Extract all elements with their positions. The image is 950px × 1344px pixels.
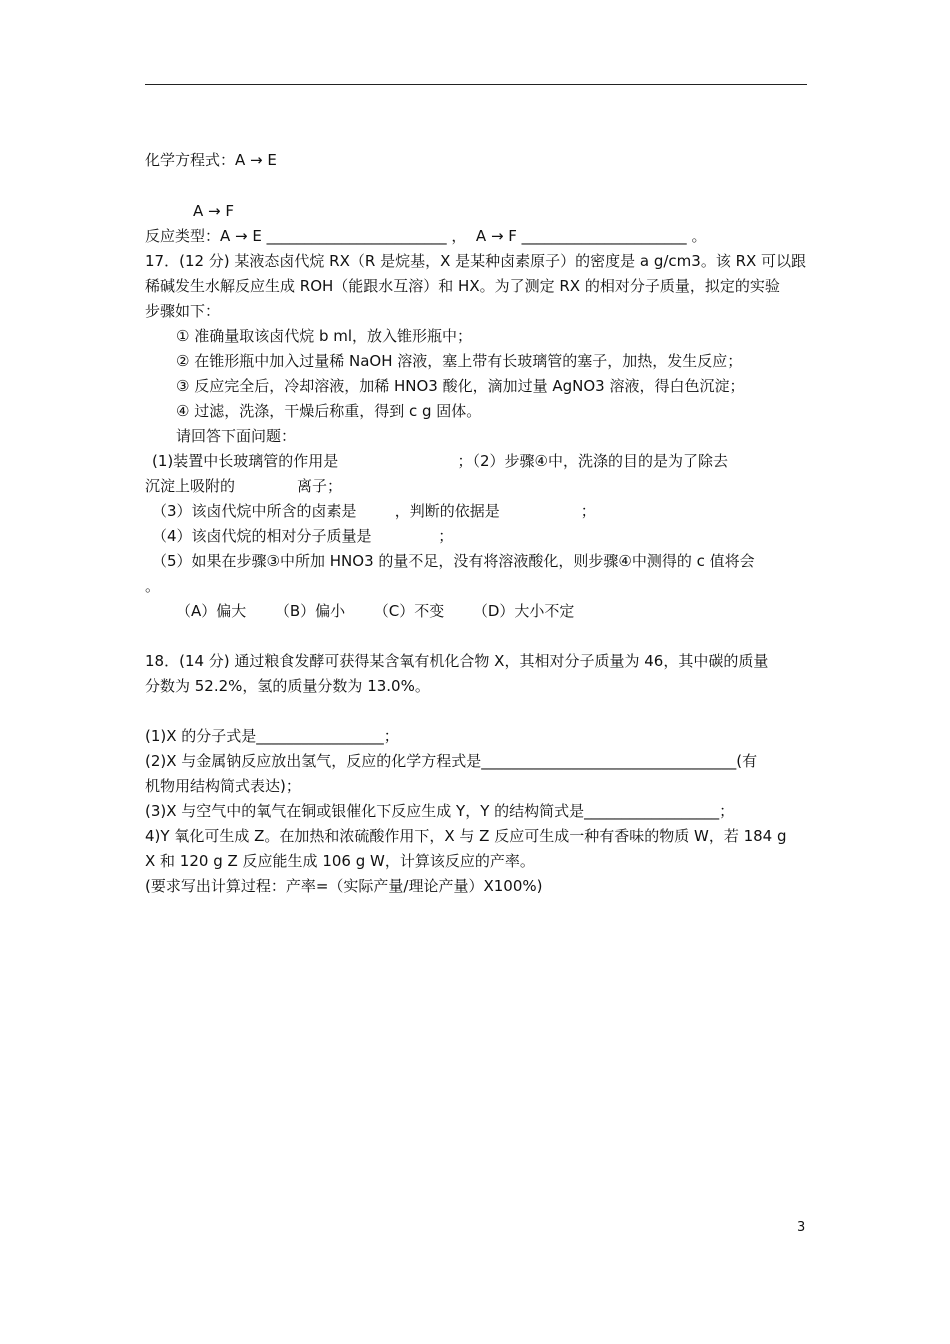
q17-step-4: ④ 过滤，洗涤，干燥后称重，得到 c g 固体。 — [176, 402, 482, 420]
q18-sub-3: (3)X 与空气中的氧气在铜或银催化下反应生成 Y，Y 的结构简式是__________________； — [145, 802, 735, 820]
q17-options: （A）偏大 （B）偏小 （C）不变 （D）大小不定 — [176, 602, 575, 620]
q18-sub-4-cont: X 和 120 g Z 反应能生成 106 g W，计算该反应的产率。 — [145, 852, 535, 870]
q17-line-2: 稀碱发生水解反应生成 ROH（能跟水互溶）和 HX。为了测定 RX 的相对分子质量，拟定的实验 — [145, 277, 780, 295]
reaction-type-line: 反应类型：A → E ________________________ ， A → F ______________________ 。 — [145, 227, 707, 245]
q17-sub-5: （5）如果在步骤③中所加 HNO3 的量不足，没有将溶液酸化，则步骤④中测得的 c 值将会 — [152, 552, 755, 570]
q17-sub-4: （4）该卤代烷的相对分子质量是 ； — [152, 527, 454, 545]
q18-sub-1: (1)X 的分子式是_________________； — [145, 727, 399, 745]
page-number: 3 — [797, 1220, 806, 1235]
q18-calc-note: (要求写出计算过程：产率=（实际产量/理论产量）X100%) — [145, 877, 543, 895]
q17-sub-2-cont: 沉淀上吸附的 离子； — [145, 477, 342, 495]
q18-sub-4: 4)Y 氧化可生成 Z。在加热和浓硫酸作用下，X 与 Z 反应可生成一种有香味的物质 W，若 184 g — [145, 827, 787, 845]
q17-prompt: 请回答下面问题： — [176, 427, 297, 445]
equation-label: 化学方程式：A → E — [145, 151, 277, 169]
q18-line-1: 18．(14 分) 通过粮食发酵可获得某含氧有机化合物 X，其相对分子质量为 46，其中碳的质量 — [145, 652, 769, 670]
header-rule — [145, 84, 807, 85]
q17-line-3: 步骤如下： — [145, 302, 221, 320]
q18-line-2: 分数为 52.2%，氢的质量分数为 13.0%。 — [145, 677, 430, 695]
q17-sub-5-end: 。 — [145, 577, 161, 595]
q17-step-2: ② 在锥形瓶中加入过量稀 NaOH 溶液，塞上带有长玻璃管的塞子，加热，发生反应； — [176, 352, 743, 370]
q18-sub-2-cont: 机物用结构简式表达)； — [145, 777, 301, 795]
q17-sub-1-2: (1)装置中长玻璃管的作用是 ；（2）步骤④中，洗涤的目的是为了除去 — [152, 452, 728, 470]
q17-step-3: ③ 反应完全后，冷却溶液，加稀 HNO3 酸化，滴加过量 AgNO3 溶液，得白色沉淀； — [176, 377, 745, 395]
q17-step-1: ① 准确量取该卤代烷 b ml，放入锥形瓶中； — [176, 327, 473, 345]
q17-line-1: 17．(12 分) 某液态卤代烷 RX（R 是烷基，X 是某种卤素原子）的密度是 a g/cm3。该 RX 可以跟 — [145, 252, 807, 270]
q18-sub-2: (2)X 与金属钠反应放出氢气，反应的化学方程式是__________________________________(有 — [145, 752, 758, 770]
equation-a-f: A → F — [193, 202, 234, 220]
q17-sub-3: （3）该卤代烷中所含的卤素是 ，判断的依据是 ； — [152, 502, 596, 520]
